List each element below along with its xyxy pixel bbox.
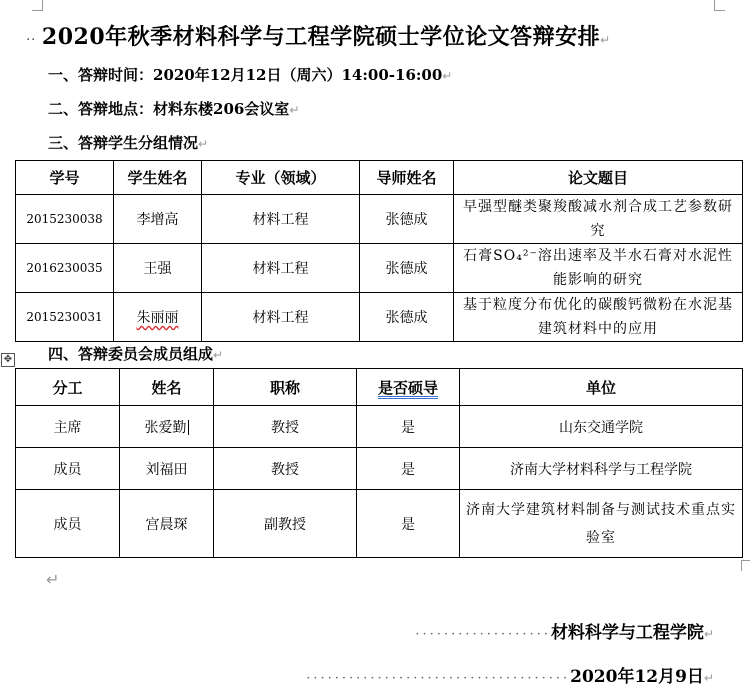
header-major: 专业（领域）	[202, 161, 360, 195]
table-row	[16, 490, 743, 558]
leader-dots: ···················	[415, 627, 551, 642]
signature-date	[306, 662, 714, 687]
student-name: 李增高	[114, 195, 202, 244]
paragraph-mark: ↵	[213, 348, 224, 362]
header-name: 姓名	[120, 369, 214, 406]
header-advisor: 导师姓名	[360, 161, 454, 195]
leader-dots: ··	[26, 32, 36, 48]
header-supervisor-text: 是否硕导	[377, 378, 438, 397]
header-supervisor	[357, 369, 460, 406]
student-id: 2016230035	[16, 244, 114, 293]
student-table	[15, 160, 743, 342]
student-major: 材料工程	[202, 195, 360, 244]
header-unit: 单位	[460, 369, 743, 406]
member-name	[120, 406, 214, 448]
header-topic: 论文题目	[454, 161, 743, 195]
paragraph-mark: ↵	[703, 671, 714, 685]
paragraph-mark: ↵	[600, 33, 611, 47]
page-title	[26, 20, 611, 51]
header-student-id: 学号	[16, 161, 114, 195]
text-cursor	[188, 420, 189, 435]
table-row	[16, 195, 743, 244]
table-row	[16, 293, 743, 342]
student-advisor: 张德成	[360, 244, 454, 293]
member-supervisor: 是	[357, 406, 460, 448]
student-topic: 石膏SO₄²⁻溶出速率及半水石膏对水泥性能影响的研究	[454, 244, 743, 293]
student-name	[114, 293, 202, 342]
paragraph-mark: ↵	[442, 69, 453, 83]
member-title: 教授	[214, 406, 357, 448]
table-move-handle-icon[interactable]: ✥	[1, 353, 15, 367]
table-row	[16, 448, 743, 490]
section-committee	[48, 343, 223, 364]
student-topic: 基于粒度分布优化的碳酸钙微粉在水泥基建筑材料中的应用	[454, 293, 743, 342]
section-committee-text: 四、答辩委员会成员组成	[48, 345, 214, 363]
header-title: 职称	[214, 369, 357, 406]
crop-mark-top-right	[714, 0, 725, 11]
member-name: 宫晨琛	[120, 490, 214, 558]
crop-mark-top-left	[32, 0, 43, 11]
student-advisor: 张德成	[360, 293, 454, 342]
member-role: 主席	[16, 406, 120, 448]
crop-mark-bottom-right	[741, 560, 750, 571]
paragraph-mark: ↵	[289, 103, 300, 117]
signature-date-text: 2020年12月9日	[570, 667, 704, 687]
member-supervisor: 是	[357, 448, 460, 490]
table-header-row	[16, 369, 743, 406]
member-unit: 山东交通学院	[460, 406, 743, 448]
paragraph-mark: ↵	[198, 137, 209, 151]
committee-table	[15, 368, 743, 558]
student-id: 2015230031	[16, 293, 114, 342]
title-text: 2020年秋季材料科学与工程学院硕士学位论文答辩安排	[41, 24, 601, 50]
member-name: 刘福田	[120, 448, 214, 490]
student-major: 材料工程	[202, 293, 360, 342]
member-title: 副教授	[214, 490, 357, 558]
member-role: 成员	[16, 490, 120, 558]
table-row	[16, 244, 743, 293]
paragraph-mark: ↵	[46, 570, 60, 589]
table-row	[16, 406, 743, 448]
header-role: 分工	[16, 369, 120, 406]
signature-org-text: 材料科学与工程学院	[550, 623, 704, 643]
section-groups-text: 三、答辩学生分组情况	[48, 134, 199, 152]
signature-org	[415, 618, 714, 643]
student-major: 材料工程	[202, 244, 360, 293]
student-id: 2015230038	[16, 195, 114, 244]
section-groups	[48, 132, 208, 153]
member-supervisor: 是	[357, 490, 460, 558]
student-name: 王强	[114, 244, 202, 293]
header-student-name: 学生姓名	[114, 161, 202, 195]
section-time-text: 一、答辩时间：2020年12月12日（周六）14:00-16:00	[48, 66, 443, 84]
student-name-text: 朱丽丽	[136, 310, 179, 326]
student-topic: 早强型醚类聚羧酸减水剂合成工艺参数研究	[454, 195, 743, 244]
member-name-text: 张爱勤	[144, 419, 187, 436]
section-place-text: 二、答辩地点：材料东楼206会议室	[48, 100, 290, 118]
paragraph-mark: ↵	[703, 627, 714, 641]
section-place	[48, 98, 299, 119]
student-advisor: 张德成	[360, 195, 454, 244]
member-role: 成员	[16, 448, 120, 490]
leader-dots: ·····································	[306, 671, 571, 686]
table-header-row	[16, 161, 743, 195]
member-unit: 济南大学材料科学与工程学院	[460, 448, 743, 490]
section-time	[48, 64, 452, 85]
member-unit: 济南大学建筑材料制备与测试技术重点实验室	[460, 490, 743, 558]
member-title: 教授	[214, 448, 357, 490]
